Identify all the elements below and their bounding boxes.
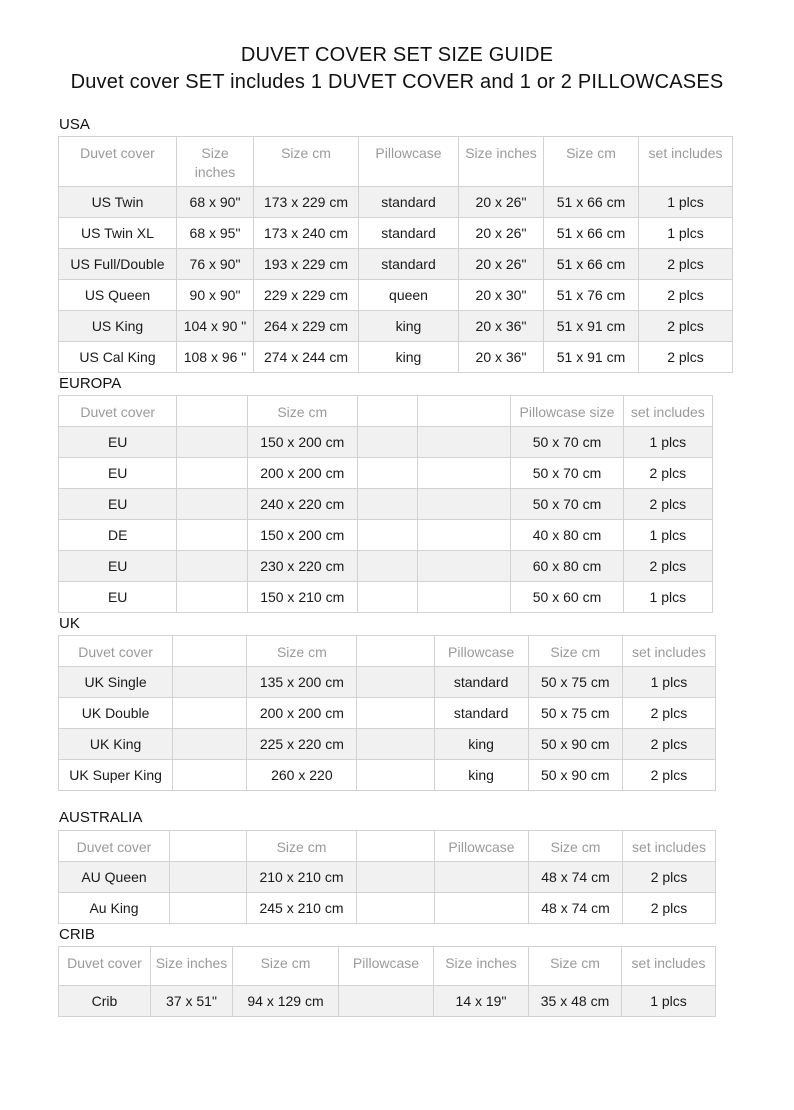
table-cell: 35 x 48 cm: [529, 986, 622, 1017]
table-cell: 40 x 80 cm: [511, 520, 623, 551]
column-header: [173, 636, 247, 667]
table-cell: EU: [59, 489, 177, 520]
table-cell: 2 plcs: [623, 458, 712, 489]
column-header: Size cm: [528, 636, 622, 667]
table-cell: EU: [59, 551, 177, 582]
table-cell: US Cal King: [59, 342, 177, 373]
table-cell: 20 x 30": [459, 280, 544, 311]
table-cell: 68 x 90": [177, 187, 254, 218]
table-row: [59, 249, 733, 280]
table-cell: 230 x 220 cm: [247, 551, 357, 582]
table-header-row: [59, 947, 716, 986]
table-cell: 20 x 26": [459, 249, 544, 280]
table-cell: standard: [434, 667, 528, 698]
table-cell: 50 x 75 cm: [528, 667, 622, 698]
table-cell: UK King: [59, 729, 173, 760]
table-cell: 274 x 244 cm: [254, 342, 359, 373]
column-header: set includes: [623, 396, 712, 427]
table-row: [59, 489, 713, 520]
table-cell: 1 plcs: [623, 582, 712, 613]
table-cell: EU: [59, 427, 177, 458]
section-label-uk: UK: [59, 615, 80, 632]
table-cell: UK Double: [59, 698, 173, 729]
table-cell: [173, 698, 247, 729]
table-cell: 150 x 210 cm: [247, 582, 357, 613]
table-cell: 2 plcs: [622, 698, 715, 729]
table-cell: 50 x 60 cm: [511, 582, 623, 613]
table-header-row: [59, 831, 716, 862]
table-cell: 150 x 200 cm: [247, 427, 357, 458]
table-cell: [418, 551, 511, 582]
column-header: [418, 396, 511, 427]
table-row: [59, 311, 733, 342]
column-header: Size cm: [529, 831, 623, 862]
table-cell: [357, 489, 417, 520]
table-cell: Crib: [59, 986, 151, 1017]
table-header-row: [59, 636, 716, 667]
column-header: [357, 636, 434, 667]
table-cell: 20 x 26": [459, 187, 544, 218]
size-table-usa: [58, 136, 733, 373]
table-cell: 50 x 75 cm: [528, 698, 622, 729]
table-cell: 48 x 74 cm: [529, 862, 623, 893]
table-row: [59, 458, 713, 489]
table-cell: 90 x 90": [177, 280, 254, 311]
table-cell: [177, 582, 247, 613]
table-cell: 108 x 96 ": [177, 342, 254, 373]
size-table-europa: [58, 395, 713, 613]
table-cell: [418, 427, 511, 458]
table-cell: 225 x 220 cm: [247, 729, 357, 760]
table-cell: 193 x 229 cm: [254, 249, 359, 280]
table-row: [59, 760, 716, 791]
column-header: Pillowcase size: [511, 396, 623, 427]
table-row: [59, 893, 716, 924]
table-cell: 2 plcs: [623, 893, 716, 924]
table-cell: 50 x 90 cm: [528, 729, 622, 760]
column-header: Size inches: [151, 947, 233, 986]
table-cell: 260 x 220: [247, 760, 357, 791]
table-row: [59, 862, 716, 893]
section-label-usa: USA: [59, 116, 90, 133]
table-cell: 50 x 70 cm: [511, 427, 623, 458]
table-cell: 135 x 200 cm: [247, 667, 357, 698]
column-header: set includes: [623, 831, 716, 862]
table-cell: 94 x 129 cm: [233, 986, 339, 1017]
table-cell: 240 x 220 cm: [247, 489, 357, 520]
table-cell: standard: [359, 187, 459, 218]
table-row: [59, 729, 716, 760]
table-cell: 2 plcs: [639, 311, 733, 342]
column-header: Pillowcase: [359, 137, 459, 187]
column-header: [357, 831, 435, 862]
table-cell: 200 x 200 cm: [247, 698, 357, 729]
section-label-europa: EUROPA: [59, 375, 122, 392]
table-cell: [173, 729, 247, 760]
table-cell: 1 plcs: [623, 520, 712, 551]
table-cell: UK Super King: [59, 760, 173, 791]
table-cell: [177, 458, 247, 489]
table-cell: Au King: [59, 893, 170, 924]
table-cell: 104 x 90 ": [177, 311, 254, 342]
table-cell: king: [434, 760, 528, 791]
table-row: [59, 427, 713, 458]
table-cell: [177, 489, 247, 520]
table-cell: [357, 729, 434, 760]
table-cell: [173, 667, 247, 698]
table-cell: US Full/Double: [59, 249, 177, 280]
table-cell: US King: [59, 311, 177, 342]
table-row: [59, 667, 716, 698]
table-cell: DE: [59, 520, 177, 551]
table-cell: [177, 520, 247, 551]
table-cell: king: [434, 729, 528, 760]
table-cell: [357, 760, 434, 791]
table-cell: US Queen: [59, 280, 177, 311]
table-cell: 2 plcs: [623, 862, 716, 893]
table-cell: 20 x 36": [459, 311, 544, 342]
table-cell: king: [359, 311, 459, 342]
table-cell: 51 x 91 cm: [544, 311, 639, 342]
column-header: [170, 831, 247, 862]
table-cell: [418, 458, 511, 489]
table-cell: queen: [359, 280, 459, 311]
column-header: Duvet cover: [59, 636, 173, 667]
table-cell: 51 x 91 cm: [544, 342, 639, 373]
size-table-uk: [58, 635, 716, 791]
table-cell: standard: [359, 249, 459, 280]
table-cell: US Twin: [59, 187, 177, 218]
column-header: Pillowcase: [435, 831, 529, 862]
column-header: Size cm: [529, 947, 622, 986]
table-cell: 51 x 66 cm: [544, 187, 639, 218]
table-cell: [435, 862, 529, 893]
table-cell: 2 plcs: [639, 342, 733, 373]
table-cell: [418, 489, 511, 520]
table-cell: 1 plcs: [639, 218, 733, 249]
table-cell: 51 x 66 cm: [544, 218, 639, 249]
column-header: set includes: [622, 947, 716, 986]
table-cell: [357, 427, 417, 458]
column-header: Duvet cover: [59, 137, 177, 187]
table-cell: 51 x 66 cm: [544, 249, 639, 280]
column-header: Size cm: [247, 831, 357, 862]
table-cell: 173 x 240 cm: [254, 218, 359, 249]
column-header: Size cm: [233, 947, 339, 986]
table-cell: 20 x 36": [459, 342, 544, 373]
table-cell: standard: [359, 218, 459, 249]
table-cell: 229 x 229 cm: [254, 280, 359, 311]
table-cell: 2 plcs: [639, 249, 733, 280]
column-header: Pillowcase: [434, 636, 528, 667]
table-cell: 2 plcs: [622, 729, 715, 760]
table-cell: 245 x 210 cm: [247, 893, 357, 924]
table-cell: 2 plcs: [623, 489, 712, 520]
table-cell: 210 x 210 cm: [247, 862, 357, 893]
table-cell: [357, 551, 417, 582]
table-cell: EU: [59, 582, 177, 613]
table-cell: standard: [434, 698, 528, 729]
page-title: DUVET COVER SET SIZE GUIDE: [240, 44, 554, 66]
table-cell: [177, 551, 247, 582]
column-header: [357, 396, 417, 427]
column-header: Size cm: [247, 396, 357, 427]
table-cell: 200 x 200 cm: [247, 458, 357, 489]
table-row: [59, 342, 733, 373]
column-header: Size cm: [254, 137, 359, 187]
table-cell: 1 plcs: [622, 667, 715, 698]
size-table-crib: [58, 946, 716, 1017]
table-cell: 51 x 76 cm: [544, 280, 639, 311]
table-cell: [418, 520, 511, 551]
table-cell: [357, 458, 417, 489]
column-header: Size cm: [247, 636, 357, 667]
column-header: Duvet cover: [59, 831, 170, 862]
table-cell: [170, 893, 247, 924]
table-header-row: [59, 396, 713, 427]
table-cell: 1 plcs: [639, 187, 733, 218]
table-cell: UK Single: [59, 667, 173, 698]
table-row: [59, 520, 713, 551]
table-cell: [357, 698, 434, 729]
table-row: [59, 187, 733, 218]
table-cell: [177, 427, 247, 458]
table-cell: 1 plcs: [623, 427, 712, 458]
page-subtitle: Duvet cover SET includes 1 DUVET COVER and 1 or 2 PILLOWCASES: [70, 71, 724, 93]
table-cell: [173, 760, 247, 791]
table-row: [59, 582, 713, 613]
column-header: Size inches: [459, 137, 544, 187]
table-cell: 173 x 229 cm: [254, 187, 359, 218]
table-cell: 68 x 95": [177, 218, 254, 249]
table-header-row: [59, 137, 733, 187]
column-header: Duvet cover: [59, 396, 177, 427]
table-cell: EU: [59, 458, 177, 489]
column-header: Size cm: [544, 137, 639, 187]
table-row: [59, 698, 716, 729]
table-cell: 150 x 200 cm: [247, 520, 357, 551]
section-label-australia: AUSTRALIA: [59, 809, 143, 826]
table-cell: 2 plcs: [623, 551, 712, 582]
column-header: Pillowcase: [339, 947, 434, 986]
table-cell: 2 plcs: [639, 280, 733, 311]
table-cell: 76 x 90": [177, 249, 254, 280]
table-row: [59, 280, 733, 311]
table-cell: 37 x 51": [151, 986, 233, 1017]
table-row: [59, 218, 733, 249]
table-cell: 50 x 70 cm: [511, 458, 623, 489]
size-table-australia: [58, 830, 716, 924]
table-cell: [357, 582, 417, 613]
table-cell: 2 plcs: [622, 760, 715, 791]
table-cell: AU Queen: [59, 862, 170, 893]
table-cell: 20 x 26": [459, 218, 544, 249]
table-cell: 60 x 80 cm: [511, 551, 623, 582]
table-cell: [357, 667, 434, 698]
section-label-crib: CRIB: [59, 926, 95, 943]
column-header: Size inches: [177, 137, 254, 187]
table-row: [59, 986, 716, 1017]
table-row: [59, 551, 713, 582]
table-cell: [357, 893, 435, 924]
column-header: Duvet cover: [59, 947, 151, 986]
column-header: Size inches: [434, 947, 529, 986]
table-cell: [357, 862, 435, 893]
table-cell: [170, 862, 247, 893]
table-cell: [357, 520, 417, 551]
table-cell: 50 x 90 cm: [528, 760, 622, 791]
table-cell: [339, 986, 434, 1017]
table-cell: US Twin XL: [59, 218, 177, 249]
column-header: [177, 396, 247, 427]
column-header: set includes: [622, 636, 715, 667]
table-cell: 48 x 74 cm: [529, 893, 623, 924]
table-cell: 14 x 19": [434, 986, 529, 1017]
table-cell: 50 x 70 cm: [511, 489, 623, 520]
table-cell: king: [359, 342, 459, 373]
table-cell: [435, 893, 529, 924]
table-cell: 264 x 229 cm: [254, 311, 359, 342]
table-cell: 1 plcs: [622, 986, 716, 1017]
column-header: set includes: [639, 137, 733, 187]
table-cell: [418, 582, 511, 613]
